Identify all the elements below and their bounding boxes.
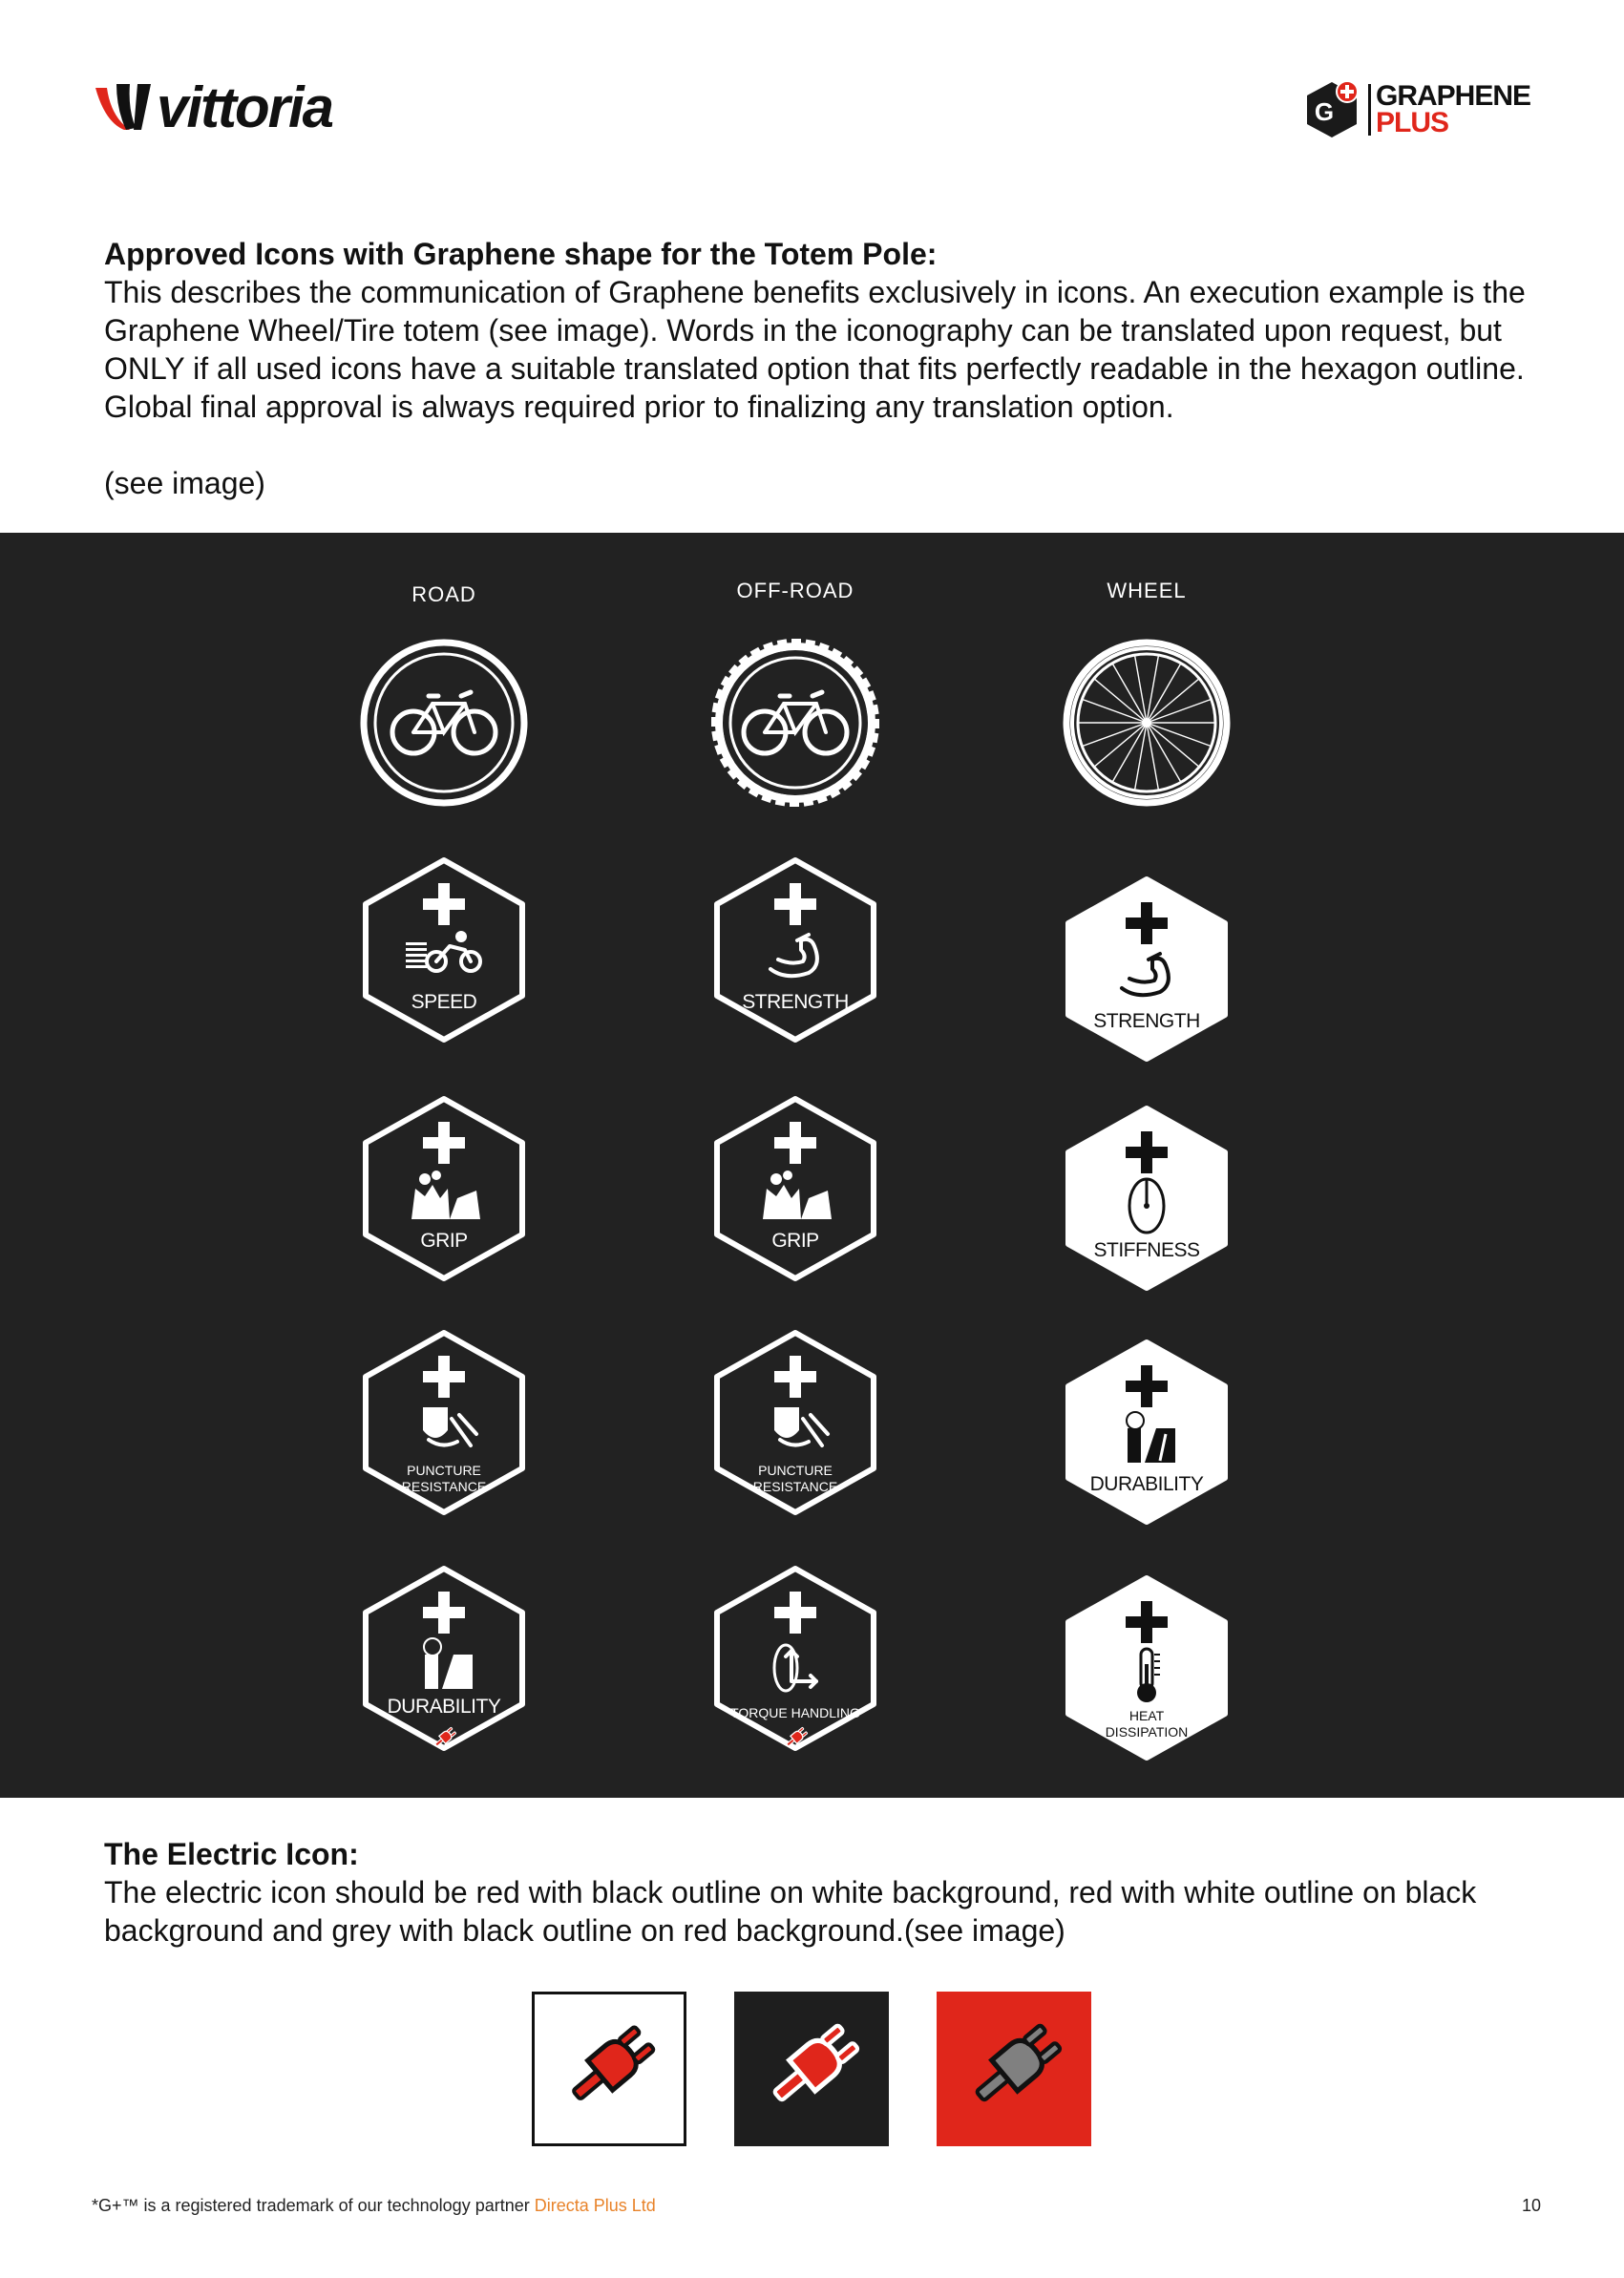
puncture-resistance-icon (774, 1407, 828, 1445)
hex-label: PUNCTURE RESISTANCE (401, 1463, 487, 1494)
grip-icon (411, 1171, 480, 1219)
graphene-plus-icon (423, 1356, 465, 1398)
graphene-plus-icon (774, 1356, 816, 1398)
totem-hex-stiffness (1061, 1103, 1233, 1294)
intro-section (104, 235, 1536, 426)
totem-hex-puncture-resistance (709, 1327, 881, 1518)
hex-label: DURABILITY (1089, 1473, 1204, 1495)
hex-label: STIFFNESS (1093, 1239, 1200, 1261)
totem-panel (0, 533, 1624, 1798)
brand-wordmark: vittoria (157, 75, 333, 139)
wheel-icon (1061, 637, 1233, 809)
electric-plug-icon (937, 1992, 1091, 2146)
see-image-note: (see image) (104, 466, 265, 500)
logo-divider (1368, 84, 1371, 136)
hex-label: GRIP (420, 1230, 468, 1252)
electric-icon-white-bg (532, 1992, 686, 2146)
totem-hex-puncture-resistance (358, 1327, 530, 1518)
torque-handling-icon (774, 1645, 816, 1691)
hex-label: SPEED (411, 991, 477, 1013)
hex-label: HEAT DISSIPATION (1105, 1708, 1189, 1740)
graphene-plus-icon (423, 1122, 465, 1164)
electric-plug-icon (535, 1994, 684, 2143)
graphene-plus-icon (774, 1122, 816, 1164)
hex-label: GRIP (771, 1230, 819, 1252)
totem-hex-grip (709, 1093, 881, 1284)
svg-text:G: G (1314, 97, 1335, 126)
vittoria-mark-icon (92, 80, 158, 137)
column-label-off-road: OFF-ROAD (736, 579, 854, 602)
totem-hex-grip (358, 1093, 530, 1284)
graphene-word: GRAPHENE (1376, 80, 1531, 112)
totem-hex-durability (1061, 1337, 1233, 1528)
totem-hex-strength (709, 854, 881, 1045)
speed-icon (406, 931, 480, 971)
graphene-plus-icon (774, 1592, 816, 1634)
durability-icon (424, 1638, 473, 1689)
totem-hex-strength (1061, 874, 1233, 1065)
mountain-bike-icon (709, 637, 881, 809)
road-bike-icon (358, 637, 530, 809)
totem-hex-speed (358, 854, 530, 1045)
footer-note (92, 2196, 656, 2216)
electric-icon-black-bg (734, 1992, 889, 2146)
intro-body: This describes the communication of Graphene benefits exclusively in icons. An execution example is the Graphene Wheel/Tire totem (see image). Words in the iconography can be translated upon request, but ONLY if all used icons have a suitable translated option that fits perfectly readable in the hexagon outline. Global final approval is always required prior to finalizing any translation option. (104, 275, 1526, 424)
totem-hex-durability (358, 1563, 530, 1754)
electric-plug-icon (734, 1992, 889, 2146)
electric-heading: The Electric Icon: (104, 1837, 359, 1871)
plus-word: PLUS (1376, 107, 1449, 138)
strength-icon (770, 935, 817, 976)
page-number: 10 (1522, 2196, 1542, 2215)
hex-label: TORQUE HANDLING (730, 1705, 860, 1720)
intro-heading: Approved Icons with Graphene shape for the Totem Pole: (104, 237, 938, 271)
trademark-text: *G+™ is a registered trademark of our technology partner (92, 2196, 535, 2215)
graphene-plus-icon (423, 1592, 465, 1634)
puncture-resistance-icon (423, 1407, 476, 1445)
totem-hex-heat-dissipation (1061, 1572, 1233, 1763)
graphene-plus-logo (1303, 78, 1551, 145)
hex-label: STRENGTH (742, 991, 849, 1013)
graphene-hex-badge-icon (1303, 78, 1366, 141)
electric-section (104, 1835, 1536, 1950)
graphene-plus-icon (423, 883, 465, 925)
hex-label: DURABILITY (387, 1696, 501, 1718)
electric-body: The electric icon should be red with black outline on white background, red with white outline on black background and grey with black outline on red background.(see image) (104, 1875, 1477, 1948)
totem-hex-torque-handling (709, 1563, 881, 1754)
hex-label: PUNCTURE RESISTANCE (752, 1463, 838, 1494)
column-label-wheel: WHEEL (1107, 579, 1187, 602)
partner-link[interactable]: Directa Plus Ltd (534, 2196, 656, 2215)
vittoria-logo (92, 74, 388, 141)
graphene-plus-icon (774, 883, 816, 925)
electric-icon-red-bg (937, 1992, 1091, 2146)
hex-label: STRENGTH (1093, 1010, 1200, 1032)
column-label-road: ROAD (411, 582, 476, 606)
grip-icon (763, 1171, 832, 1219)
